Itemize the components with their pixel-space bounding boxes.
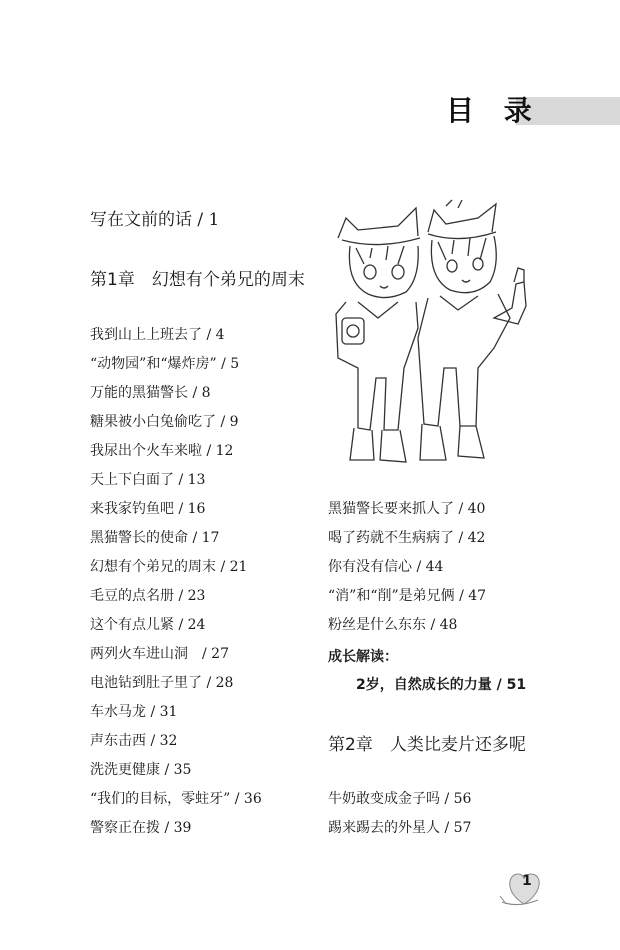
toc-entry[interactable]: 踢来踢去的外星人 / 57: [328, 820, 472, 836]
toc-entry[interactable]: 天上下白面了 / 13: [90, 472, 206, 488]
toc-entry[interactable]: 喝了药就不生病病了 / 42: [328, 530, 486, 546]
toc-entry[interactable]: 毛豆的点名册 / 23: [90, 588, 206, 604]
toc-entry[interactable]: 糖果被小白兔偷吃了 / 9: [90, 414, 239, 430]
toc-entry[interactable]: 粉丝是什么东东 / 48: [328, 617, 458, 633]
toc-entry[interactable]: 电池钻到肚子里了 / 28: [90, 675, 234, 691]
page-title: 目 录: [446, 94, 542, 127]
toc-entry[interactable]: 两列火车进山洞 / 27: [90, 646, 229, 662]
page-number-badge: [494, 866, 554, 910]
growth-entry[interactable]: 2岁，自然成长的力量 / 51: [356, 677, 527, 693]
chapter1-title[interactable]: 第1章 幻想有个弟兄的周末: [90, 270, 305, 290]
toc-entry[interactable]: 黑猫警长的使命 / 17: [90, 530, 220, 546]
toc-entry[interactable]: 牛奶敢变成金子吗 / 56: [328, 791, 472, 807]
toc-entry[interactable]: 黑猫警长要来抓人了 / 40: [328, 501, 486, 517]
toc-entry[interactable]: “我们的目标，零蛀牙” / 36: [90, 791, 262, 807]
toc-entry[interactable]: 你有没有信心 / 44: [328, 559, 444, 575]
toc-entry[interactable]: 我尿出个火车来啦 / 12: [90, 443, 234, 459]
toc-entry[interactable]: 声东击西 / 32: [90, 733, 178, 749]
toc-entry[interactable]: 万能的黑猫警长 / 8: [90, 385, 211, 401]
toc-entry[interactable]: 我到山上上班去了 / 4: [90, 327, 225, 343]
toc-entry[interactable]: 警察正在拨 / 39: [90, 820, 192, 836]
toc-entry[interactable]: 幻想有个弟兄的周末 / 21: [90, 559, 248, 575]
page-number: 1: [522, 873, 532, 889]
toc-entry[interactable]: 这个有点儿紧 / 24: [90, 617, 206, 633]
two-boys-illustration: [328, 198, 558, 483]
toc-entry[interactable]: 车水马龙 / 31: [90, 704, 178, 720]
toc-entry[interactable]: “消”和“削”是弟兄俩 / 47: [328, 588, 487, 604]
toc-entry[interactable]: 来我家钓鱼吧 / 16: [90, 501, 206, 517]
chapter2-title[interactable]: 第2章 人类比麦片还多呢: [328, 735, 526, 755]
preface-entry[interactable]: 写在文前的话 / 1: [90, 210, 220, 230]
growth-label: 成长解读：: [328, 649, 398, 665]
toc-entry[interactable]: 洗洗更健康 / 35: [90, 762, 192, 778]
toc-entry[interactable]: “动物园”和“爆炸房” / 5: [90, 356, 240, 372]
